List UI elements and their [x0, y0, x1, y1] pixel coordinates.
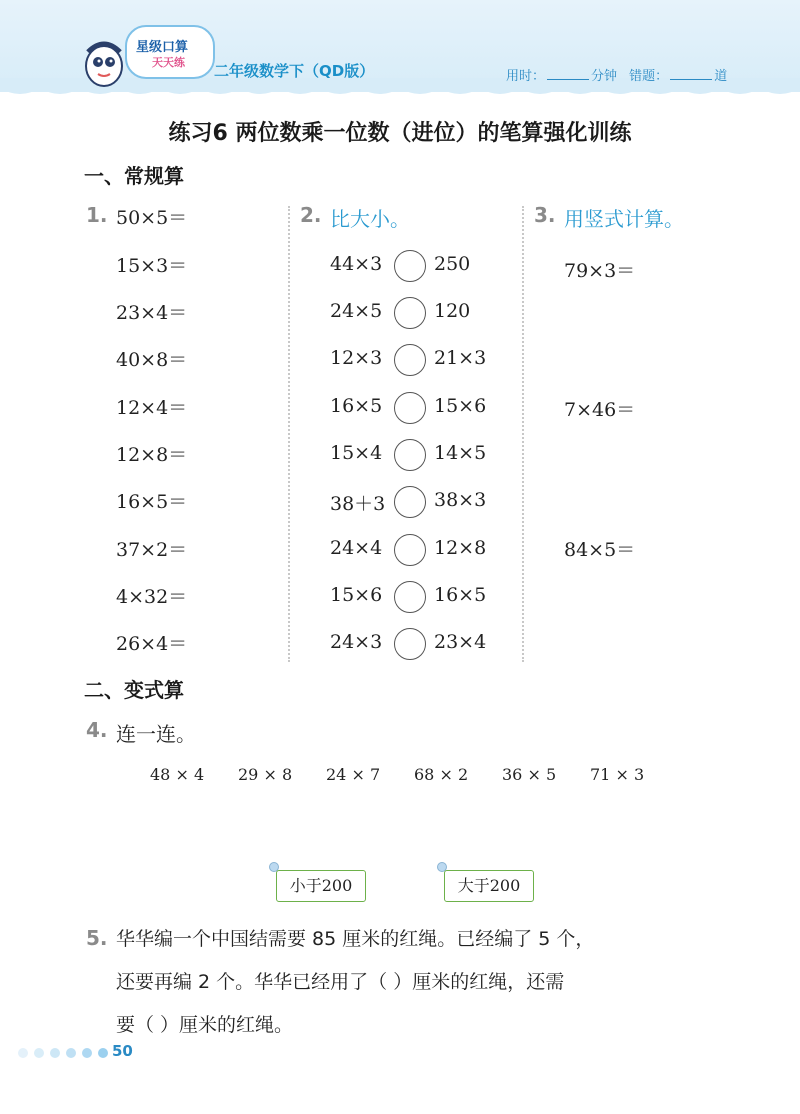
q1-item: 26×4＝	[116, 633, 188, 655]
brand-logo	[78, 22, 218, 94]
compare-right: 12×8	[434, 537, 487, 559]
header-meta	[506, 65, 727, 84]
error-blank[interactable]	[670, 67, 712, 80]
q3-item: 84×5＝	[564, 539, 636, 561]
compare-right: 15×6	[434, 395, 487, 417]
q1-item: 37×2＝	[116, 539, 188, 561]
section-title-variant: 二、变式算	[84, 678, 184, 702]
question-4-number: 4.	[86, 718, 108, 742]
compare-left: 24×5	[330, 300, 383, 322]
question-4-prompt: 连一连。	[116, 722, 196, 746]
compare-answer-circle[interactable]	[394, 250, 426, 282]
question-2-number: 2.	[300, 203, 322, 227]
page-number: 50	[112, 1042, 133, 1060]
compare-right: 120	[434, 300, 471, 322]
compare-answer-circle[interactable]	[394, 344, 426, 376]
compare-answer-circle[interactable]	[394, 628, 426, 660]
match-expression[interactable]: 24 × 7	[326, 765, 381, 784]
q1-item: 23×4＝	[116, 302, 188, 324]
compare-right: 38×3	[434, 489, 487, 511]
count-unit: 道	[714, 69, 728, 84]
section-title-regular: 一、常规算	[84, 164, 184, 188]
page-title: 练习6 两位数乘一位数（进位）的笔算强化训练	[168, 121, 632, 146]
compare-left: 15×6	[330, 584, 383, 606]
compare-right: 250	[434, 253, 471, 275]
match-expression[interactable]: 36 × 5	[502, 765, 557, 784]
q3-item: 7×46＝	[564, 399, 636, 421]
compare-answer-circle[interactable]	[394, 392, 426, 424]
q1-item: 40×8＝	[116, 349, 188, 371]
compare-left: 24×4	[330, 537, 383, 559]
question-3-prompt: 用竖式计算。	[564, 207, 684, 231]
column-divider	[288, 206, 290, 662]
brand-title: 星级口算	[136, 40, 189, 55]
match-expression[interactable]: 29 × 8	[238, 765, 293, 784]
column-divider	[522, 206, 524, 662]
q1-item: 4×32＝	[116, 586, 188, 608]
match-expression[interactable]: 48 × 4	[150, 765, 205, 784]
question-3-number: 3.	[534, 203, 556, 227]
time-blank[interactable]	[547, 67, 589, 80]
q1-item: 15×3＝	[116, 255, 188, 277]
question-1-number: 1.	[86, 203, 108, 227]
book-title: 二年级数学下（QD版）	[214, 62, 375, 80]
compare-left: 44×3	[330, 253, 383, 275]
time-label: 用时：	[506, 69, 546, 84]
compare-right: 14×5	[434, 442, 487, 464]
error-label: 错题：	[629, 69, 669, 84]
question-5-line: 华华编一个中国结需要 85 厘米的红绳。已经编了 5 个，	[116, 928, 595, 950]
q1-item: 12×8＝	[116, 444, 188, 466]
compare-answer-circle[interactable]	[394, 297, 426, 329]
compare-answer-circle[interactable]	[394, 581, 426, 613]
compare-answer-circle[interactable]	[394, 439, 426, 471]
minute-label: 分钟	[591, 69, 618, 84]
compare-left: 38＋3	[330, 493, 386, 515]
match-target-greater-than[interactable]: 大于200	[444, 870, 534, 902]
match-expression[interactable]: 71 × 3	[590, 765, 645, 784]
question-5-number: 5.	[86, 926, 108, 950]
q3-item: 79×3＝	[564, 260, 636, 282]
brand-subtitle: 天天练	[152, 56, 185, 69]
compare-left: 24×3	[330, 631, 383, 653]
compare-left: 15×4	[330, 442, 383, 464]
compare-right: 21×3	[434, 347, 487, 369]
q1-item: 12×4＝	[116, 397, 188, 419]
compare-answer-circle[interactable]	[394, 486, 426, 518]
match-expression[interactable]: 68 × 2	[414, 765, 469, 784]
question-5-line: 要（ ）厘米的红绳。	[116, 1014, 294, 1036]
q1-item: 16×5＝	[116, 491, 188, 513]
question-5-line: 还要再编 2 个。华华已经用了（ ）厘米的红绳，还需	[116, 971, 565, 993]
q1-item: 50×5＝	[116, 207, 188, 229]
compare-right: 23×4	[434, 631, 487, 653]
compare-answer-circle[interactable]	[394, 534, 426, 566]
match-target-less-than[interactable]: 小于200	[276, 870, 366, 902]
compare-right: 16×5	[434, 584, 487, 606]
mascot-icon	[78, 22, 218, 94]
compare-left: 12×3	[330, 347, 383, 369]
question-2-prompt: 比大小。	[330, 207, 410, 231]
compare-left: 16×5	[330, 395, 383, 417]
